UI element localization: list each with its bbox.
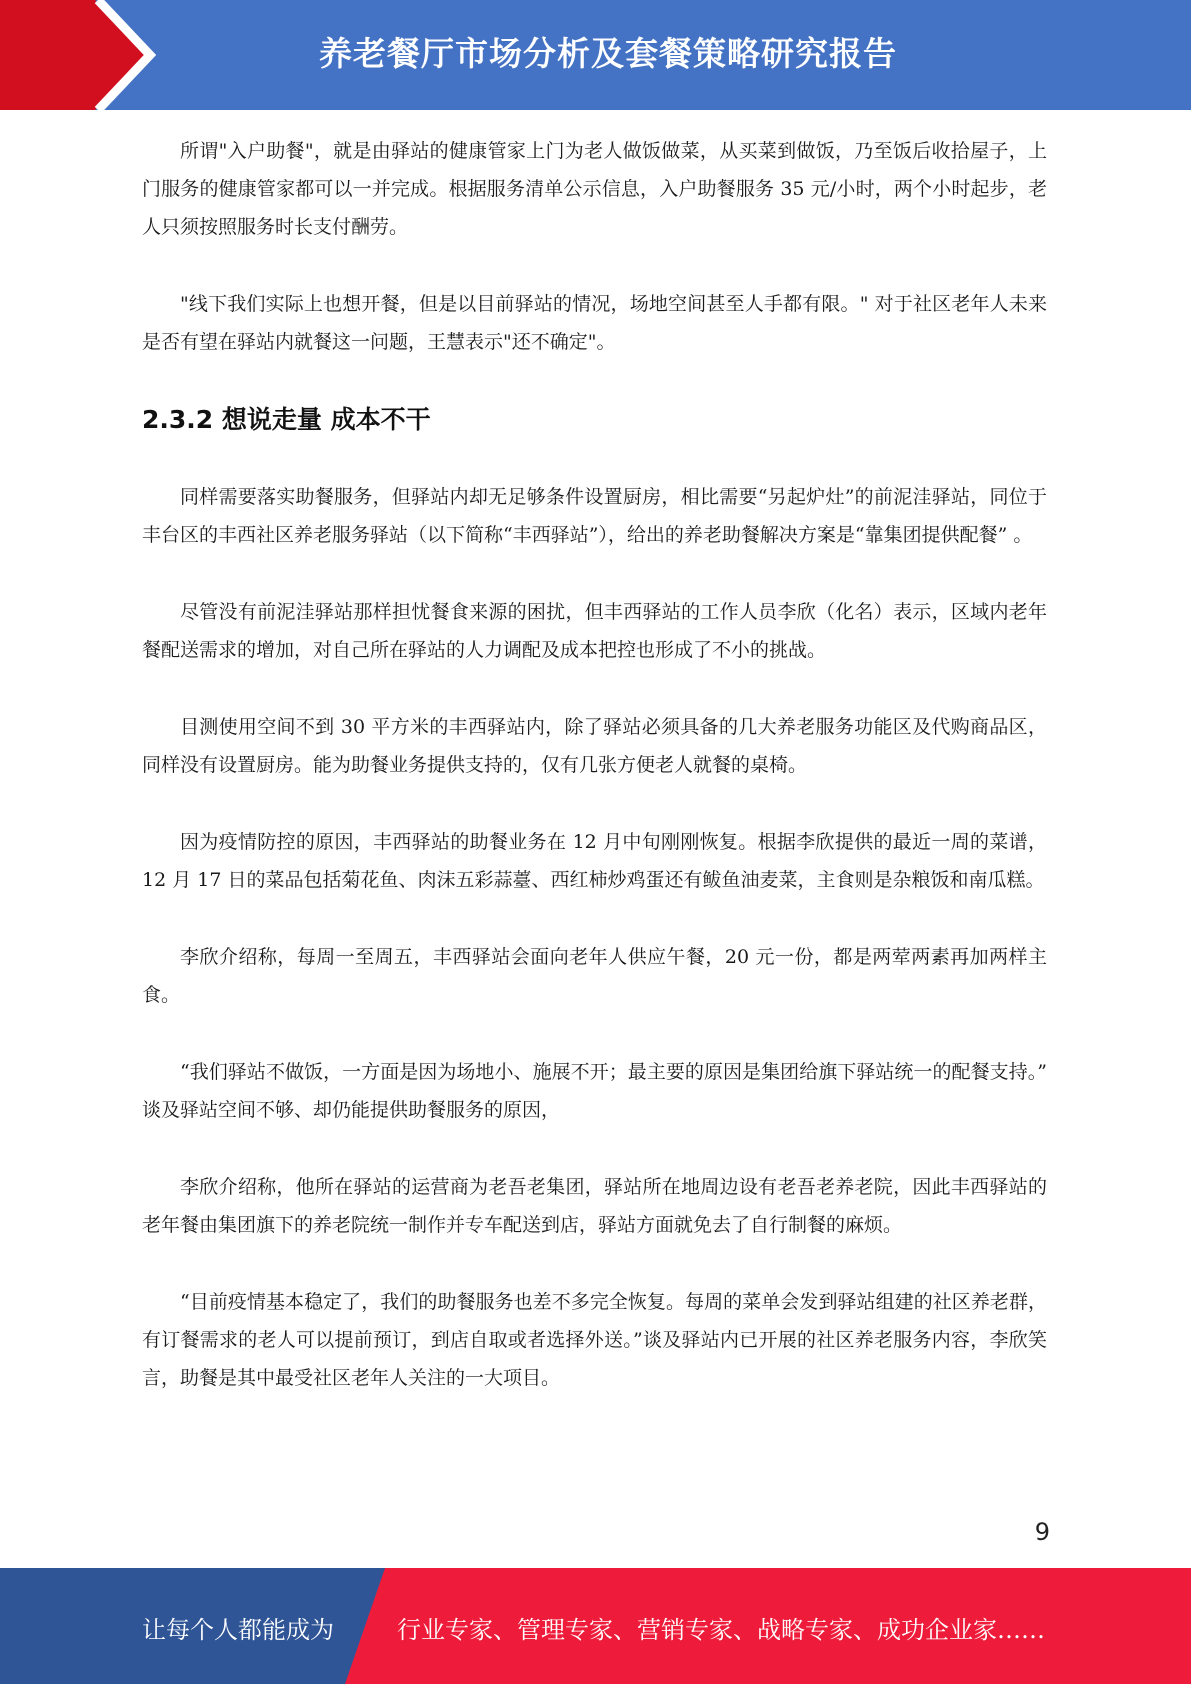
page-number: 9 <box>1034 1518 1050 1546</box>
paragraph: 同样需要落实助餐服务，但驿站内却无足够条件设置厨房，相比需要“另起炉灶”的前泥洼驿站，同位于丰台区的丰西社区养老服务驿站（以下简称“丰西驿站”），给出的养老助餐解决方案是“靠集团提供配餐” 。 <box>142 486 1047 546</box>
paragraph: 所谓"入户助餐"，就是由驿站的健康管家上门为老人做饭做菜，从买菜到做饭，乃至饭后收拾屋子，上门服务的健康管家都可以一并完成。根据服务清单公示信息，入户助餐服务 35 元/小时，两个小时起步，老人只须按照服务时长支付酬劳。 <box>142 140 1047 238</box>
paragraph: 目测使用空间不到 30 平方米的丰西驿站内，除了驿站必须具备的几大养老服务功能区及代购商品区，同样没有设置厨房。能为助餐业务提供支持的，仅有几张方便老人就餐的桌椅。 <box>142 716 1047 776</box>
footer-slogan-right: 行业专家、管理专家、营销专家、战略专家、成功企业家…… <box>397 1616 1045 1644</box>
page-header <box>0 0 1191 110</box>
section-heading: 2.3.2 想说走量 成本不干 <box>142 405 431 434</box>
paragraph: 尽管没有前泥洼驿站那样担忧餐食来源的困扰，但丰西驿站的工作人员李欣（化名）表示，区域内老年餐配送需求的增加，对自己所在驿站的人力调配及成本把控也形成了不小的挑战。 <box>142 601 1047 661</box>
paragraph: “目前疫情基本稳定了，我们的助餐服务也差不多完全恢复。每周的菜单会发到驿站组建的社区养老群，有订餐需求的老人可以提前预订，到店自取或者选择外送。”谈及驿站内已开展的社区养老服务内容，李欣笑言，助餐是其中最受社区老年人关注的一大项目。 <box>142 1291 1047 1389</box>
paragraph: 因为疫情防控的原因，丰西驿站的助餐业务在 12 月中旬刚刚恢复。根据李欣提供的最近一周的菜谱，12 月 17 日的菜品包括菊花鱼、肉沫五彩蒜薹、西红柿炒鸡蛋还有鲅鱼油麦菜，主食则是杂粮饭和南瓜糕。 <box>142 831 1047 891</box>
report-title: 养老餐厅市场分析及套餐策略研究报告 <box>319 34 897 73</box>
paragraph: 李欣介绍称，每周一至周五，丰西驿站会面向老年人供应午餐，20 元一份，都是两荤两素再加两样主食。 <box>142 946 1047 1006</box>
paragraph: “我们驿站不做饭，一方面是因为场地小、施展不开；最主要的原因是集团给旗下驿站统一的配餐支持。” 谈及驿站空间不够、却仍能提供助餐服务的原因， <box>142 1061 1047 1121</box>
footer-slogan-left: 让每个人都能成为 <box>142 1616 334 1644</box>
main-content <box>142 132 1047 1436</box>
paragraph: 李欣介绍称，他所在驿站的运营商为老吾老集团，驿站所在地周边设有老吾老养老院，因此丰西驿站的老年餐由集团旗下的养老院统一制作并专车配送到店，驿站方面就免去了自行制餐的麻烦。 <box>142 1176 1047 1236</box>
paragraph: "线下我们实际上也想开餐，但是以目前驿站的情况，场地空间甚至人手都有限。" 对于社区老年人未来是否有望在驿站内就餐这一问题，王慧表示"还不确定"。 <box>142 293 1047 353</box>
page-footer <box>0 1568 1191 1684</box>
